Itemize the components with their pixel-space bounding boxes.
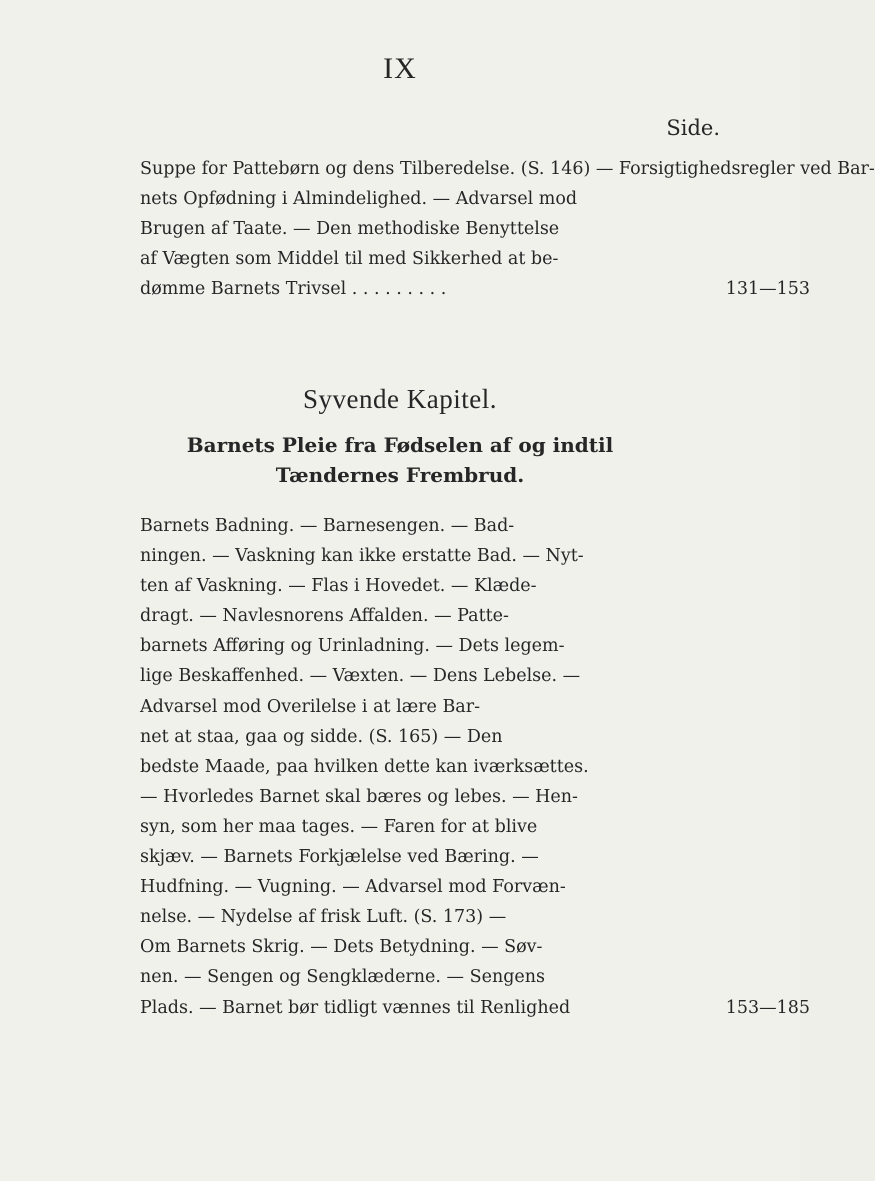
chapter-line: Barnets Badning. — Barnesengen. — Bad- (140, 516, 515, 536)
chapter-subtitle-line: Tændernes Frembrud. (275, 463, 525, 487)
chapter-line: ten af Vaskning. — Flas i Hovedet. — Klæde- (140, 576, 537, 597)
chapter-line: nen. — Sengen og Sengklæderne. — Sengens (140, 967, 546, 988)
toc-line: nets Opfødning i Almindelighed. — Advarsel mod (140, 189, 578, 209)
chapter-line: syn, som her maa tages. — Faren for at blive (140, 816, 538, 837)
chapter-line: Om Barnets Skrig. — Dets Betydning. — Søv- (140, 937, 543, 958)
chapter-last-line (140, 993, 810, 1023)
chapter-line: lige Beskaffenhed. — Væxten. — Dens Lebelse. — (140, 666, 581, 687)
toc-line: af Vægten som Middel til med Sikkerhed at be- (140, 249, 559, 269)
toc-entry-previous-chapter (140, 154, 875, 304)
chapter-page-range: 153—185 (725, 997, 810, 1018)
chapter-line: bedste Maade, paa hvilken dette kan iværksættes. (140, 756, 589, 777)
chapter-line: net at staa, gaa og sidde. (S. 165) — Den (140, 726, 503, 747)
chapter-title: Syvende Kapitel. (303, 384, 497, 414)
chapter-line: ningen. — Vaskning kan ikke erstatte Bad. — Nyt- (140, 546, 584, 567)
chapter-line: dragt. — Navlesnorens Affalden. — Patte- (140, 606, 509, 627)
side-column-label: Side. (666, 116, 720, 140)
toc-line: Brugen af Taate. — Den methodiske Benyttelse (140, 219, 560, 239)
toc-last-line (140, 274, 810, 304)
chapter-line: skjæv. — Barnets Forkjælelse ved Bæring. — (140, 847, 539, 868)
chapter-line: Hudfning. — Vugning. — Advarsel mod Forvæn- (140, 877, 566, 898)
chapter-contents (140, 511, 810, 1023)
chapter-line: nelse. — Nydelse af frisk Luft. (S. 173) — (140, 907, 507, 928)
chapter-subtitle-line: Barnets Pleie fra Fødselen af og indtil (186, 433, 614, 457)
chapter-subtitle (0, 430, 800, 490)
toc-line-text: dømme Barnets Trivsel . . . . . . . . . (140, 279, 447, 299)
toc-page-range: 131—153 (725, 279, 810, 299)
page-number: IX (383, 52, 417, 85)
toc-line: Suppe for Pattebørn og dens Tilberedelse. (S. 146) — Forsigtighedsregler ved Bar- (140, 159, 875, 179)
chapter-line: Advarsel mod Overilelse i at lære Bar- (140, 696, 481, 717)
chapter-line: barnets Afføring og Urinladning. — Dets legem- (140, 636, 565, 657)
chapter-line-text: Plads. — Barnet bør tidligt vænnes til Renlighed (140, 997, 571, 1018)
chapter-line: — Hvorledes Barnet skal bæres og lebes. — Hen- (140, 786, 578, 807)
